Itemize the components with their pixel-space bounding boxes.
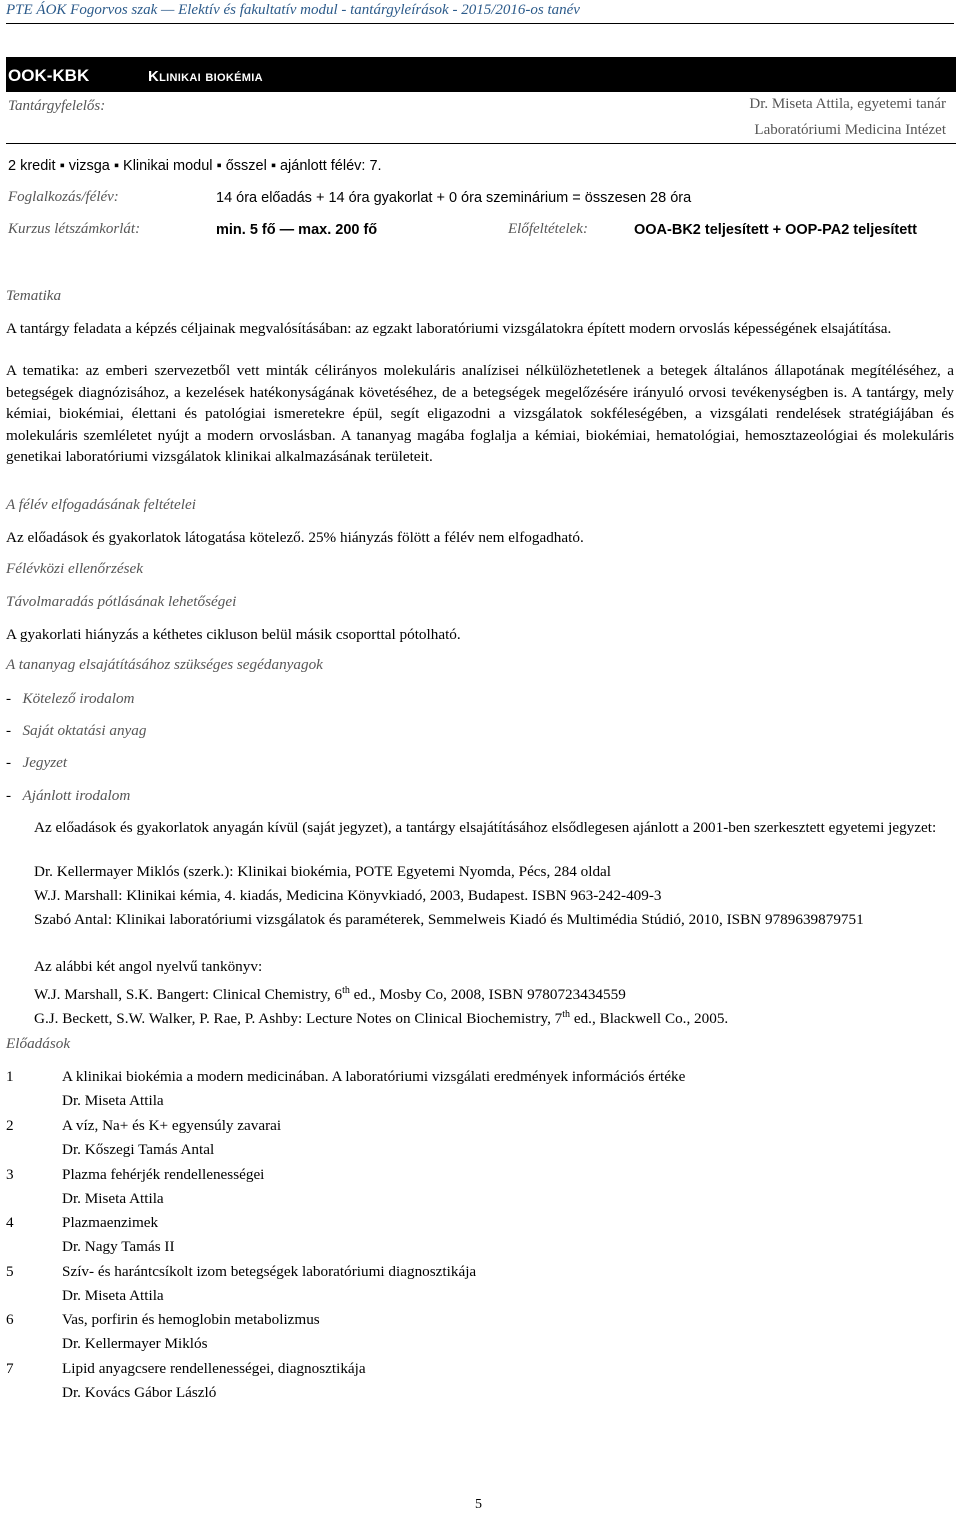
absence-heading: Távolmaradás pótlásának lehetőségei [6,593,237,610]
reference-3: Szabó Antal: Klinikai laboratóriumi vizsgálatok és paraméterek, Semmelweis Kiadó és Multimédia Stúdió, 2010, ISBN 9789639879751 [34,911,864,928]
tematika-paragraph-2: A tematika: az emberi szervezetből vett minták célirányos molekuláris analízisei nélkülözhetetlenek a betegek általános állapotának megítéléséhez, a betegségek diagnózisához, a kezelések hatékonyságának követéséhez, de a betegségek megelőzésére irányuló orvosi tevékenységben is. A tantárgy, mely kémiai, biokémiai, élettani és patológiai ismeretekre épül, segít eligazodni a vizsgálatok sokféleségében, a vizsgálati rendelések stratégiájában és molekuláris szemléletet nyújt a modern orvoslásban. A tananyag magába foglalja a kémiai, biokémiai, hematológiai, hemosztazeológiai és molekuláris genetikai laboratóriumi vizsgálatok klinikai alkalmazásának területeit. [6,362,954,466]
lecture-number: 5 [6,1263,14,1280]
tematika-paragraph-1: A tantárgy feladata a képzés céljainak megvalósításában: az egzakt laboratóriumi vizsgálatokra épített modern orvoslás képességének elsajátítása. [6,320,892,337]
hours-value: 14 óra előadás + 14 óra gyakorlat + 0 óra szeminárium = összesen 28 óra [216,190,692,206]
responsible-name: Dr. Miseta Attila, egyetemi tanár [749,96,946,112]
references-intro: Az előadások és gyakorlatok anyagán kívül (saját jegyzet), a tantárgy elsajátításához elsődlegesen ajánlott a 2001-ben szerkesztett egyetemi jegyzet: [34,819,937,836]
accept-heading: A félév elfogadásának feltételei [6,496,196,513]
lecture-lecturer: Dr. Miseta Attila [62,1287,164,1304]
lecture-lecturer: Dr. Kellermayer Miklós [62,1335,208,1352]
accept-text: Az előadások és gyakorlatok látogatása kötelező. 25% hiányzás fölött a félév nem elfogadható. [6,529,584,546]
prereq-value: OOA-BK2 teljesített + OOP-PA2 teljesített [634,222,917,238]
credit-line: 2 kredit ▪ vizsga ▪ Klinikai modul ▪ ősszel ▪ ajánlott félév: 7. [8,158,382,174]
hours-label: Foglalkozás/félév: [8,189,119,205]
page-number: 5 [475,1497,482,1512]
reference-1: Dr. Kellermayer Miklós (szerk.): Klinikai biokémia, POTE Egyetemi Nyomda, Pécs, 284 oldal [34,863,611,880]
lecture-number: 3 [6,1166,14,1183]
reference-2: W.J. Marshall: Klinikai kémia, 4. kiadás, Medicina Könyvkiadó, 2003, Budapest. ISBN 963-242-409-3 [34,887,662,904]
header-rule [6,23,954,24]
reference-5: G.J. Beckett, S.W. Walker, P. Rae, P. Ashby: Lecture Notes on Clinical Biochemistry, 7th ed., Blackwell Co., 2005. [34,1009,729,1028]
title-block-rule [6,143,956,144]
lecture-number: 7 [6,1360,14,1377]
prereq-label: Előfeltételek: [508,221,588,237]
lecture-lecturer: Dr. Miseta Attila [62,1190,164,1207]
lecture-lecturer: Dr. Miseta Attila [62,1092,164,1109]
responsible-label: Tantárgyfelelős: [8,98,106,114]
lecture-number: 2 [6,1117,14,1134]
materials-item: - Ajánlott irodalom [6,787,131,804]
materials-item: - Saját oktatási anyag [6,722,147,739]
lecture-title: A víz, Na+ és K+ egyensúly zavarai [62,1117,282,1134]
materials-item: - Jegyzet [6,754,68,771]
tematika-heading: Tematika [6,287,62,304]
lecture-title: A klinikai biokémia a modern medicinában. A laboratóriumi vizsgálati eredmények információs értéke [62,1068,686,1085]
lecture-title: Plazmaenzimek [62,1214,159,1231]
lecture-title: Szív- és harántcsíkolt izom betegségek laboratóriumi diagnosztikája [62,1263,477,1280]
materials-item: - Kötelező irodalom [6,690,135,707]
lecture-number: 4 [6,1214,14,1231]
materials-heading: A tananyag elsajátításához szükséges segédanyagok [6,656,323,673]
midterm-heading: Félévközi ellenőrzések [6,560,144,577]
running-header: PTE ÁOK Fogorvos szak — Elektív és fakultatív modul - tantárgyleírások - 2015/2016-os tanév [6,2,580,18]
lecture-number: 6 [6,1311,14,1328]
course-code: OOK-KBK [8,66,90,85]
absence-text: A gyakorlati hiányzás a kéthetes cikluson belül másik csoporttal pótolható. [6,626,461,643]
lecture-title: Vas, porfirin és hemoglobin metabolizmus [62,1311,320,1328]
limit-value: min. 5 fő — max. 200 fő [216,222,378,238]
lecture-lecturer: Dr. Nagy Tamás II [62,1238,175,1255]
lecture-lecturer: Dr. Kőszegi Tamás Antal [62,1141,215,1158]
institute-name: Laboratóriumi Medicina Intézet [754,122,946,138]
english-books-intro: Az alábbi két angol nyelvű tankönyv: [34,958,263,975]
limit-label: Kurzus létszámkorlát: [8,221,141,237]
reference-4: W.J. Marshall, S.K. Bangert: Clinical Chemistry, 6th ed., Mosby Co, 2008, ISBN 9780723434559 [34,985,626,1004]
lecture-lecturer: Dr. Kovács Gábor László [62,1384,217,1401]
lecture-title: Lipid anyagcsere rendellenességei, diagnosztikája [62,1360,366,1377]
lectures-heading: Előadások [6,1035,71,1052]
lecture-title: Plazma fehérjék rendellenességei [62,1166,265,1183]
lecture-number: 1 [6,1068,14,1085]
course-title: Klinikai biokémia [148,68,263,85]
